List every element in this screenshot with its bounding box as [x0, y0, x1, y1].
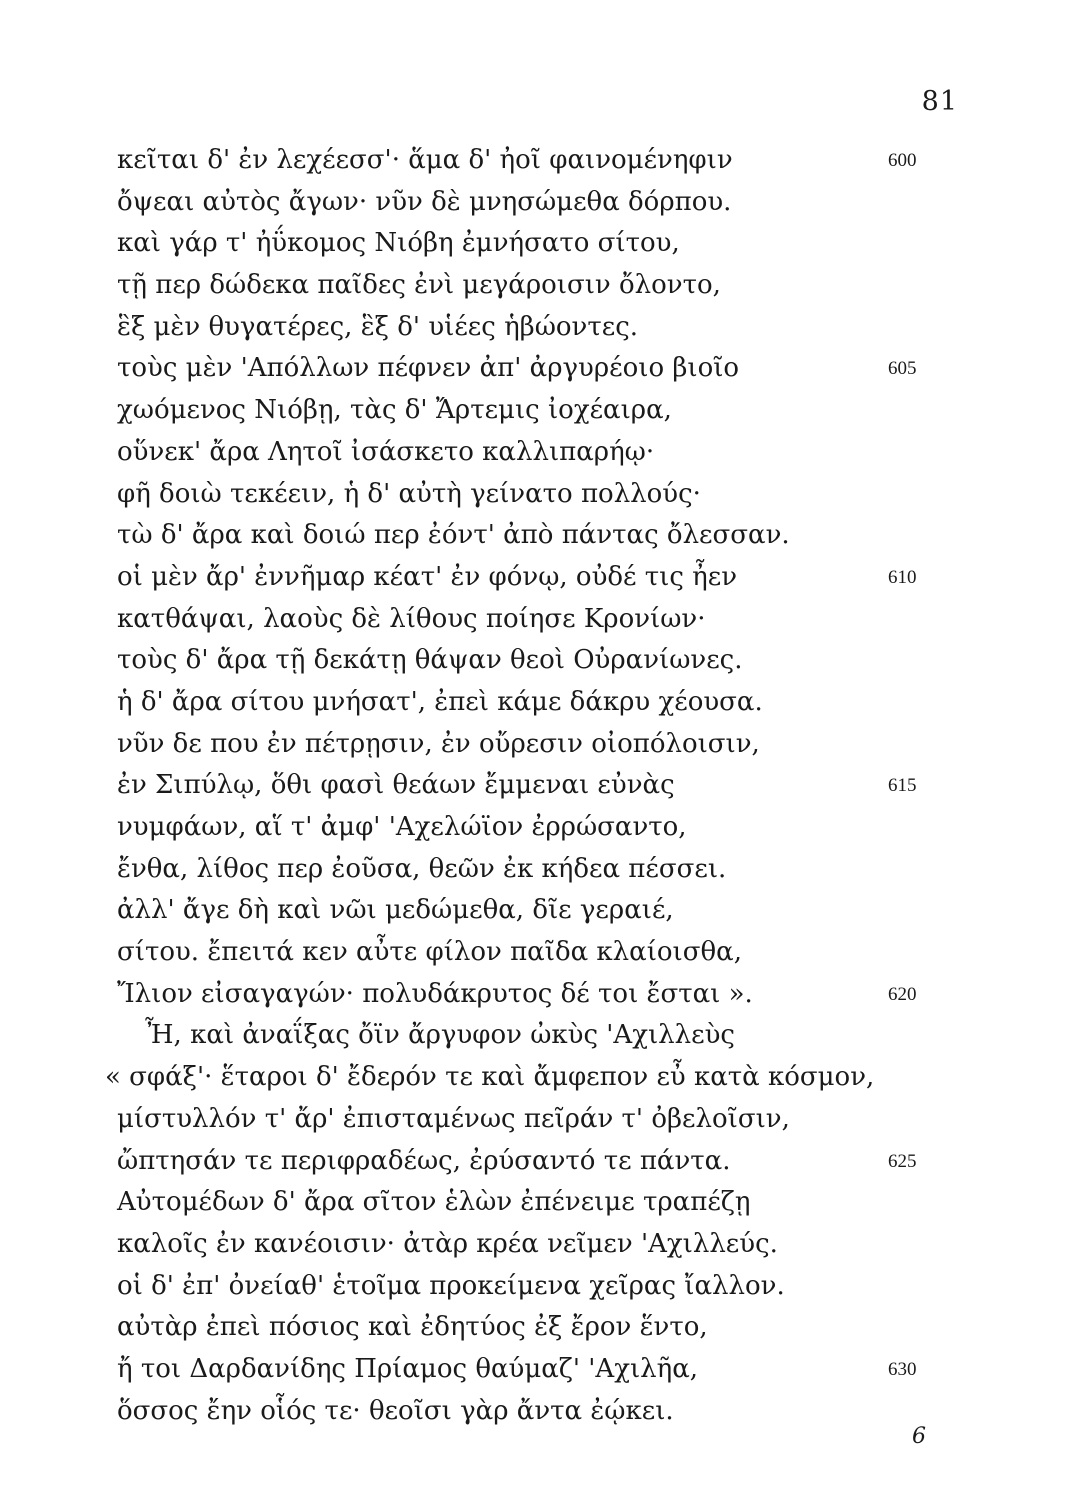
verse-line [0, 807, 1076, 849]
verse-line [0, 1307, 1076, 1349]
verse-text: αὐτὰρ ἐπεὶ πόσιος καὶ ἐδητύος ἐξ ἔρον ἕντο, [117, 1312, 708, 1343]
verse-text: καλοῖς ἐν κανέοισιν· ἀτὰρ κρέα νεῖμεν 'Αχιλλεύς. [117, 1228, 778, 1259]
verse-line [0, 974, 1076, 1016]
verse-text: καὶ γάρ τ' ἠΰκομος Νιόβη ἐμνήσατο σίτου, [117, 228, 680, 259]
verse-line [0, 1349, 1076, 1391]
verse-line [0, 890, 1076, 932]
verse-text: σίτου. ἔπειτά κεν αὖτε φίλον παῖδα κλαίοισθα, [117, 937, 742, 968]
verse-text: κατθάψαι, λαοὺς δὲ λίθους ποίησε Κρονίων· [117, 603, 706, 634]
verse-text: ἔνθα, λίθος περ ἐοῦσα, θεῶν ἐκ κήδεα πέσσει. [117, 853, 727, 884]
verse-text: τὼ δ' ἄρα καὶ δοιώ περ ἐόντ' ἀπὸ πάντας ὄλεσσαν. [117, 520, 790, 551]
verse-line [0, 432, 1076, 474]
verse-text: ἐν Σιπύλῳ, ὅθι φασὶ θεάων ἔμμεναι εὐνὰς [117, 770, 675, 801]
line-number: 605 [888, 358, 917, 380]
verse-text: ἤ τοι Δαρδανίδης Πρίαμος θαύμαζ' 'Αχιλῆα, [117, 1353, 699, 1384]
verse-line [0, 1182, 1076, 1224]
verse-line [0, 724, 1076, 766]
verse-line [0, 1099, 1076, 1141]
verse-text: τῇ περ δώδεκα παῖδες ἐνὶ μεγάροισιν ὄλοντο, [117, 270, 721, 301]
verse-text: χωόμενος Νιόβῃ, τὰς δ' Ἄρτεμις ἰοχέαιρα, [117, 395, 672, 426]
verse-text: οἱ δ' ἐπ' ὀνείαθ' ἑτοῖμα προκείμενα χεῖρας ἴαλλον. [117, 1270, 785, 1301]
page-number: 81 [921, 86, 958, 117]
verse-text: οὕνεκ' ἄρα Λητοῖ ἰσάσκετο καλλιπαρήῳ· [117, 436, 655, 467]
verse-text: τοὺς δ' ἄρα τῇ δεκάτῃ θάψαν θεοὶ Οὐρανίωνες. [117, 645, 743, 676]
verse-text: Ἴλιον εἰσαγαγών· πολυδάκρυτος δέ τοι ἔσται ». [117, 978, 753, 1009]
verse-line [0, 140, 1076, 182]
verse-line [0, 515, 1076, 557]
verse-line [0, 765, 1076, 807]
verse-line [0, 348, 1076, 390]
verse-line [0, 932, 1076, 974]
verse-text: Αὐτομέδων δ' ἄρα σῖτον ἑλὼν ἐπένειμε τραπέζῃ [117, 1187, 751, 1218]
verse-line [0, 1141, 1076, 1183]
verse-text: « σφάξ'· ἕταροι δ' ἔδερόν τε καὶ ἄμφεπον εὖ κατὰ κόσμον, [105, 1062, 875, 1093]
verse-line [0, 1224, 1076, 1266]
verse-block [0, 140, 1076, 1432]
verse-line [0, 640, 1076, 682]
verse-line [0, 682, 1076, 724]
verse-text: οἱ μὲν ἄρ' ἐννῆμαρ κέατ' ἐν φόνῳ, οὐδέ τις ἦεν [117, 561, 738, 592]
verse-line [0, 223, 1076, 265]
verse-line [0, 307, 1076, 349]
line-number: 630 [888, 1358, 917, 1380]
verse-text: νῦν δε που ἐν πέτρῃσιν, ἐν οὔρεσιν οἰοπόλοισιν, [117, 728, 760, 759]
line-number: 625 [888, 1150, 917, 1172]
line-number: 615 [888, 775, 917, 797]
verse-line [0, 1057, 1076, 1099]
verse-text: ὄψεαι αὐτὸς ἄγων· νῦν δὲ μνησώμεθα δόρπου. [117, 186, 732, 217]
verse-text: Ἦ, καὶ ἀναΐξας ὄϊν ἄργυφον ὠκὺς 'Αχιλλεὺς [145, 1020, 735, 1051]
verse-line [0, 182, 1076, 224]
verse-text: νυμφάων, αἵ τ' ἀμφ' 'Αχελώϊον ἐρρώσαντο, [117, 812, 687, 842]
verse-line [0, 557, 1076, 599]
verse-line [0, 1266, 1076, 1308]
verse-text: ὅσσος ἔην οἷός τε· θεοῖσι γὰρ ἄντα ἐῴκει. [117, 1395, 674, 1426]
verse-line [0, 599, 1076, 641]
signature-mark: 6 [912, 1424, 926, 1449]
verse-line [0, 474, 1076, 516]
verse-line [0, 849, 1076, 891]
verse-text: μίστυλλόν τ' ἄρ' ἐπισταμένως πεῖράν τ' ὀβελοῖσιν, [117, 1103, 790, 1134]
verse-text: κεῖται δ' ἐν λεχέεσσ'· ἅμα δ' ἠοῖ φαινομένηφιν [117, 145, 733, 175]
verse-text: ἓξ μὲν θυγατέρες, ἓξ δ' υἱέες ἡβώοντες. [117, 311, 639, 342]
verse-text: ἀλλ' ἄγε δὴ καὶ νῶι μεδώμεθα, δῖε γεραιέ, [117, 895, 674, 926]
verse-text: τοὺς μὲν 'Απόλλων πέφνεν ἀπ' ἀργυρέοιο βιοῖο [117, 353, 740, 384]
verse-line [0, 390, 1076, 432]
verse-text: ὤπτησάν τε περιφραδέως, ἐρύσαντό τε πάντα. [117, 1145, 731, 1176]
verse-text: φῆ δοιὼ τεκέειν, ἡ δ' αὐτὴ γείνατο πολλούς· [117, 478, 701, 509]
verse-text: ἡ δ' ἄρα σίτου μνήσατ', ἐπεὶ κάμε δάκρυ χέουσα. [117, 686, 763, 717]
line-number: 610 [888, 566, 917, 588]
line-number: 600 [888, 150, 917, 171]
verse-line [0, 265, 1076, 307]
verse-line [0, 1015, 1076, 1057]
line-number: 620 [888, 983, 917, 1005]
